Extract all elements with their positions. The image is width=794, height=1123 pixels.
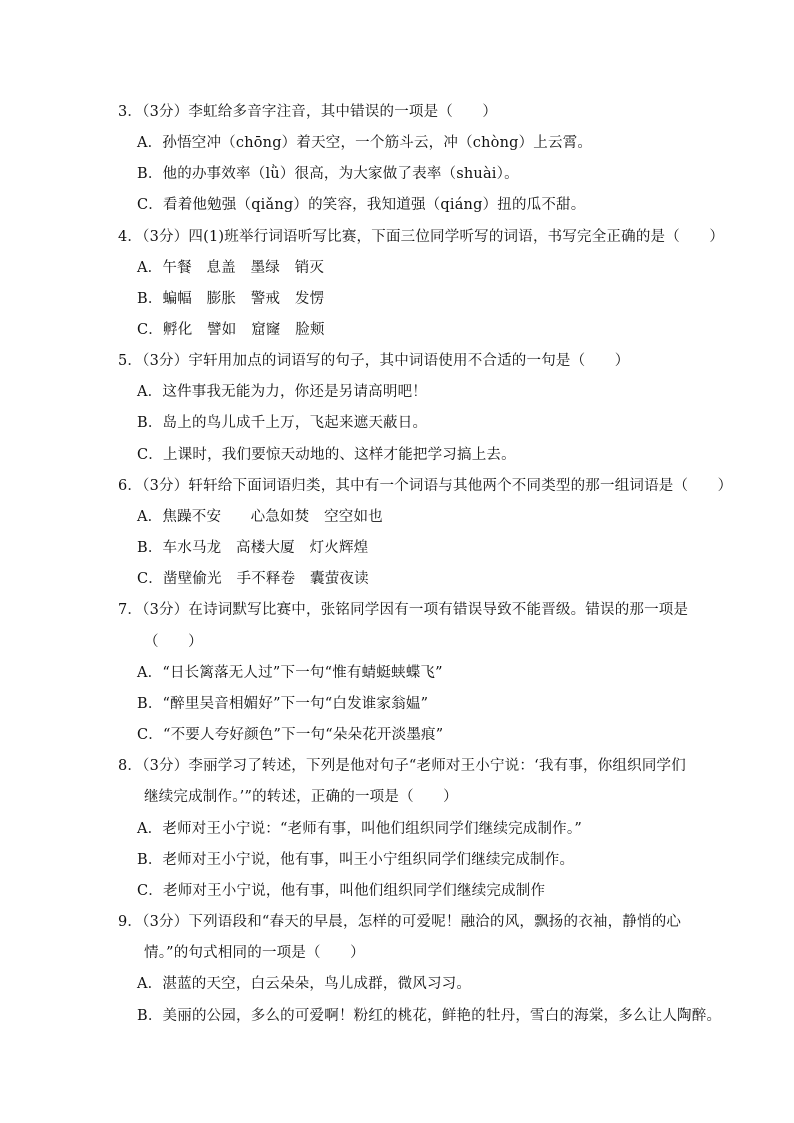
question-3-option-b: B．他的办事效率（lǜ）很高，为大家做了表率（shuài）。: [137, 166, 519, 182]
question-8-option-a: A．老师对王小宁说：“老师有事，叫他们组织同学们继续完成制作。”: [137, 821, 582, 837]
question-3-option-c: C．看着他勉强（qiǎng）的笑容，我知道强（qiáng）扭的瓜不甜。: [137, 197, 586, 213]
question-9-option-a: A．湛蓝的天空，白云朵朵，鸟儿成群，微风习习。: [137, 976, 472, 992]
question-5-stem: 5．（3分）宇轩用加点的词语写的句子，其中词语使用不合适的一句是（ ）: [118, 353, 630, 369]
question-9-stem-line-1: 9．（3分）下列语段和“春天的早晨，怎样的可爱呢！融洽的风，飘扬的衣袖，静悄的心: [118, 914, 682, 930]
question-5-option-b: B．岛上的鸟儿成千上万，飞起来遮天蔽日。: [137, 415, 428, 431]
question-9-stem-line-2: 情。”的句式相同的一项是（ ）: [144, 945, 365, 961]
question-6-option-b: B．车水马龙 高楼大厦 灯火辉煌: [137, 540, 369, 556]
question-3-stem: 3．（3分）李虹给多音字注音，其中错误的一项是（ ）: [118, 104, 498, 120]
question-4-option-c: C．孵化 譬如 窟窿 脸颊: [137, 322, 325, 338]
question-3-option-a: A．孙悟空冲（chōng）着天空，一个筋斗云，冲（chòng）上云霄。: [137, 135, 593, 151]
question-5-option-a: A．这件事我无能为力，你还是另请高明吧！: [137, 384, 427, 400]
question-7-option-c: C．“不要人夸好颜色”下一句“朵朵花开淡墨痕”: [137, 727, 444, 743]
question-6-option-a: A．焦躁不安 心急如焚 空空如也: [137, 509, 383, 525]
question-4-stem: 4．（3分）四(1)班举行词语听写比赛，下面三位同学听写的词语，书写完全正确的是（ ）: [118, 229, 725, 245]
question-7-stem-line-2: （ ）: [144, 634, 203, 650]
question-8-stem-line-1: 8．（3分）李丽学习了转述，下列是他对句子“老师对王小宁说：‘我有事，你组织同学们: [118, 758, 686, 774]
question-7-stem-line-1: 7．（3分）在诗词默写比赛中，张铭同学因有一项有错误导致不能晋级。错误的那一项是: [118, 602, 689, 618]
question-4-option-a: A．午餐 息盖 墨绿 销灭: [137, 260, 325, 276]
question-9-option-b: B．美丽的公园，多么的可爱啊！粉红的桃花，鲜艳的牡丹，雪白的海棠，多么让人陶醉。: [137, 1008, 722, 1024]
question-8-option-c: C．老师对王小宁说，他有事，叫他们组织同学们继续完成制作: [137, 883, 546, 899]
question-8-stem-line-2: 继续完成制作。’”的转述，正确的一项是（ ）: [144, 789, 458, 805]
question-6-stem: 6．（3分）轩轩给下面词语归类，其中有一个词语与其他两个不同类型的那一组词语是（ ）: [118, 478, 733, 494]
question-8-option-b: B．老师对王小宁说，他有事，叫王小宁组织同学们继续完成制作。: [137, 852, 575, 868]
question-6-option-c: C．凿壁偷光 手不释卷 囊萤夜读: [137, 571, 369, 587]
question-4-option-b: B．蝙幅 膨胀 警戒 发愣: [137, 291, 325, 307]
question-7-option-a: A．“日长篱落无人过”下一句“惟有蜻蜓蛱蝶飞”: [137, 665, 443, 681]
question-5-option-c: C．上课时，我们要惊天动地的、这样才能把学习搞上去。: [137, 447, 516, 463]
question-7-option-b: B．“醉里吴音相媚好”下一句“白发谁家翁媪”: [137, 696, 429, 712]
